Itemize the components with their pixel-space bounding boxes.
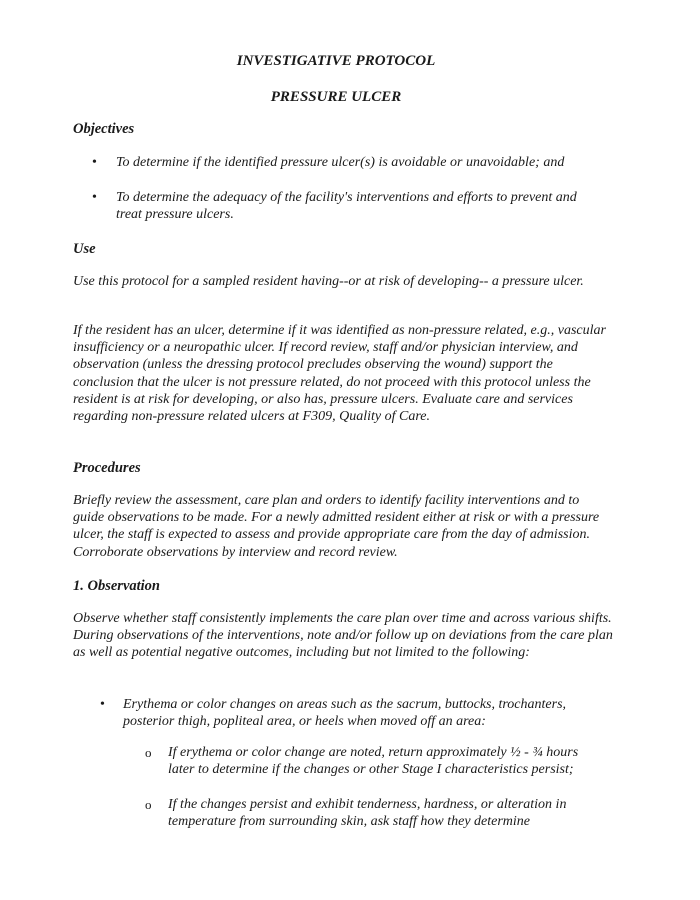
document-title: INVESTIGATIVE PROTOCOL xyxy=(236,53,436,69)
objective-bullet-1: To determine if the identified pressure ulcer(s) is avoidable or unavoidable; and xyxy=(116,155,565,170)
objectives-heading: Objectives xyxy=(73,121,135,137)
observation-bullet: Erythema or color changes on areas such as the sacrum, buttocks, trochanters, posterior thigh, popliteal area, or heels when moved off an area: xyxy=(123,697,567,730)
objective-bullet-2: To determine the adequacy of the facility's interventions and efforts to prevent and treat pressure ulcers. xyxy=(116,190,577,223)
procedures-heading: Procedures xyxy=(73,460,141,476)
sub-bullet-2: If the changes persist and exhibit tenderness, hardness, or alteration in temperature from surrounding skin, ask staff how they determine xyxy=(168,797,567,830)
sub-bullet-1: If erythema or color change are noted, return approximately ½ - ¾ hours later to determine if the changes or other Stage I characteristics persist; xyxy=(168,745,579,778)
sub-bullet-marker: o xyxy=(145,745,152,760)
observation-heading: 1. Observation xyxy=(73,578,160,594)
use-heading: Use xyxy=(73,241,96,257)
bullet-marker: • xyxy=(92,190,97,205)
bullet-marker: • xyxy=(100,697,105,712)
observation-paragraph: Observe whether staff consistently implements the care plan over time and across various shifts. During observations of the interventions, note and/or follow up on deviations from the care plan as well as potential negative outcomes, including but not limited to the following: xyxy=(73,611,613,661)
use-paragraph-1: Use this protocol for a sampled resident having--or at risk of developing-- a pressure ulcer. xyxy=(73,274,584,289)
document-subtitle: PRESSURE ULCER xyxy=(270,89,402,105)
use-paragraph-2: If the resident has an ulcer, determine if it was identified as non-pressure related, e.g., vascular insufficiency or a neuropathic ulcer. If record review, staff and/or physician interview, and observation (unless the dressing protocol precludes observing the wound) support the conclusion that the ulcer is not pressure related, do not proceed with this protocol unless the resident is at risk for developing, or also has, pressure ulcers. Evaluate care and services regarding non-pressure related ulcers at F309, Quality of Care. xyxy=(73,323,606,425)
procedures-paragraph: Briefly review the assessment, care plan and orders to identify facility interventions and to guide observations to be made. For a newly admitted resident either at risk or with a pressure ulcer, the staff is expected to assess and provide appropriate care from the day of admission. Corroborate observations by interview and record review. xyxy=(73,493,600,560)
sub-bullet-marker: o xyxy=(145,797,152,812)
bullet-marker: • xyxy=(92,155,97,170)
